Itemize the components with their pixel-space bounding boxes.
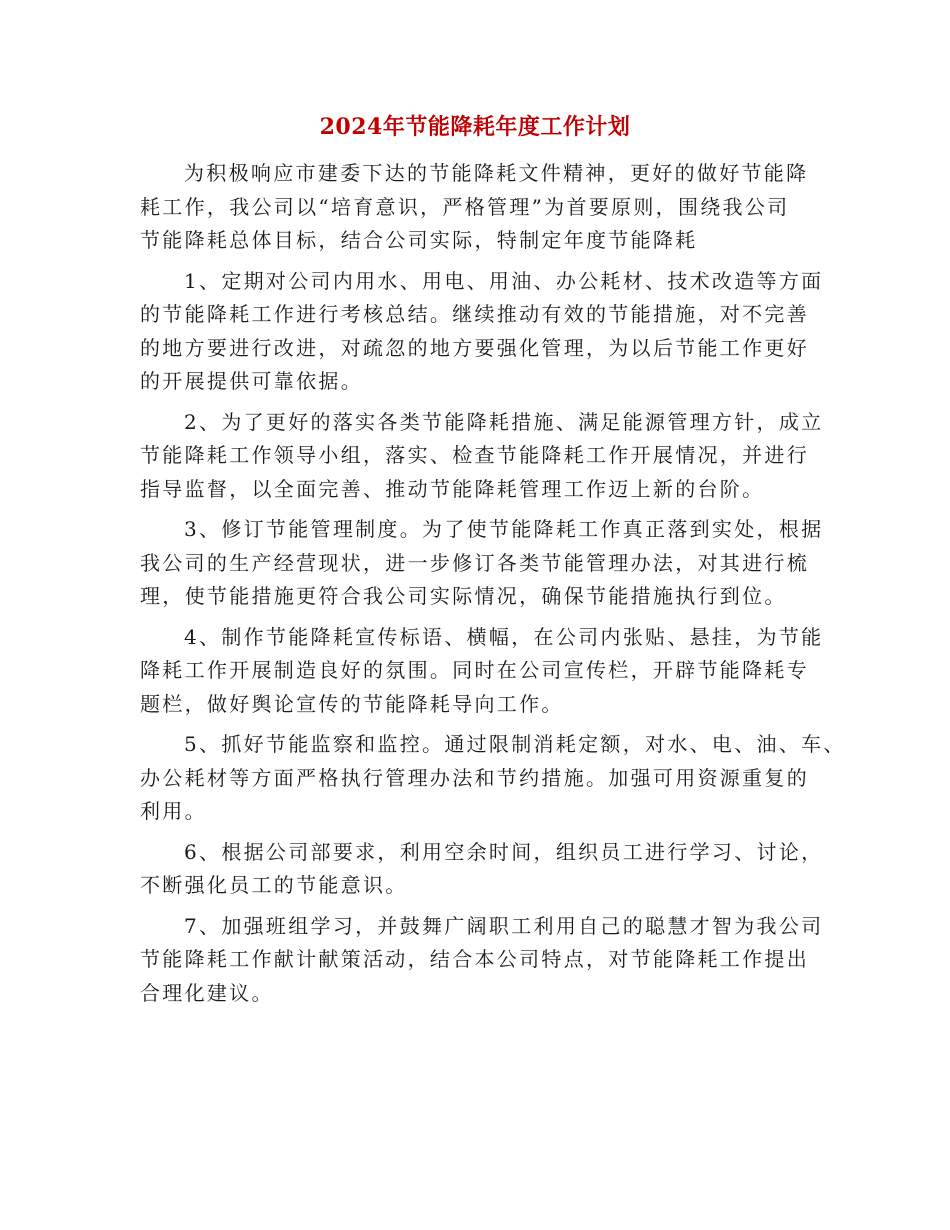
paragraph-intro: [140, 157, 810, 258]
paragraph-line: 合理化建议。: [140, 980, 274, 1005]
paragraph-line: 6、根据公司部要求，利用空余时间，组织员工进行学习、讨论，: [184, 839, 824, 864]
paragraph-item-5: [140, 728, 846, 829]
paragraph-line: 指导监督，以全面完善、推动节能降耗管理工作迈上新的台阶。: [140, 476, 765, 501]
paragraph-line: 不断强化员工的节能意识。: [140, 873, 408, 897]
paragraph-line: 节能降耗工作领导小组，落实、检查节能降耗工作开展情况，并进行: [140, 443, 809, 467]
paragraph-line: 办公耗材等方面严格执行管理办法和节约措施。加强可用资源重复的: [140, 765, 809, 790]
paragraph-item-2: [140, 406, 824, 507]
paragraph-line: 耗工作，我公司以“培育意识，严格管理”为首要原则，围绕我公司: [140, 194, 790, 219]
paragraph-line: 利用。: [140, 799, 207, 823]
paragraph-line: 为积极响应市建委下达的节能降耗文件精神，更好的做好节能降: [184, 161, 809, 185]
paragraph-line: 降耗工作开展制造良好的氛围。同时在公司宣传栏，开辟节能降耗专: [140, 658, 809, 682]
paragraph-line: 题栏，做好舆论宣传的节能降耗导向工作。: [140, 691, 564, 716]
paragraph-line: 节能降耗工作献计献策活动，结合本公司特点，对节能降耗工作提出: [140, 947, 809, 971]
paragraph-line: 7、加强班组学习，并鼓舞广阔职工利用自己的聪慧才智为我公司: [184, 913, 824, 938]
paragraph-line: 我公司的生产经营现状，进一步修订各类节能管理办法，对其进行梳: [140, 550, 809, 575]
paragraph-line: 2、为了更好的落实各类节能降耗措施、满足能源管理方针，成立: [184, 409, 824, 434]
paragraph-line: 4、制作节能降耗宣传标语、横幅，在公司内张贴、悬挂，为节能: [184, 624, 824, 649]
paragraph-item-3: [140, 513, 824, 614]
paragraph-line: 5、抓好节能监察和监控。通过限制消耗定额，对水、电、油、车、: [184, 732, 846, 756]
document-body: [140, 157, 846, 1017]
paragraph-item-1: [140, 265, 824, 399]
paragraph-line: 的开展提供可靠依据。: [140, 369, 363, 393]
paragraph-line: 理，使节能措施更符合我公司实际情况，确保节能措施执行到位。: [140, 584, 787, 608]
paragraph-item-7: [140, 910, 824, 1011]
paragraph-line: 节能降耗总体目标，结合公司实际，特制定年度节能降耗: [140, 228, 698, 252]
paragraph-line: 3、修订节能管理制度。为了使节能降耗工作真正落到实处，根据: [184, 517, 824, 541]
paragraph-line: 1、定期对公司内用水、用电、用油、办公耗材、技术改造等方面: [184, 268, 824, 293]
paragraph-item-4: [140, 621, 824, 722]
paragraph-item-6: [140, 836, 824, 903]
document-title: 2024年节能降耗年度工作计划: [319, 114, 631, 140]
paragraph-line: 的地方要进行改进，对疏忽的地方要强化管理，为以后节能工作更好: [140, 335, 809, 360]
paragraph-line: 的节能降耗工作进行考核总结。继续推动有效的节能措施，对不完善: [140, 302, 809, 326]
